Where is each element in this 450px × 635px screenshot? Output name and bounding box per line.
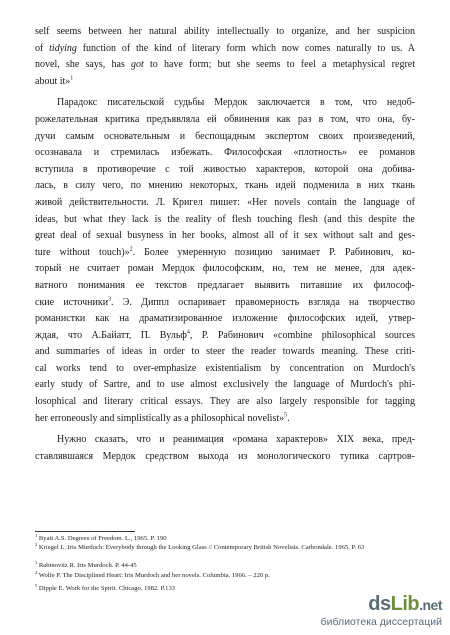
- dslib-logo: [368, 593, 442, 616]
- footnote-ref: 4: [186, 329, 190, 336]
- paragraph-quote-end: [35, 24, 415, 90]
- text-line: торый не считает роман Мердок философским, но, тем не менее, для адек-: [35, 263, 415, 275]
- logo-part: Lib: [390, 593, 420, 615]
- footnote-text: Rabinovitz R. Iris Murdoch. P. 44-45: [37, 562, 137, 569]
- text-line: живой действительности. Л. Кригел пишет: «Her novels contain the language of: [35, 196, 415, 208]
- watermark-subtitle: библиотека диссертаций: [320, 616, 442, 628]
- text-line: and summaries of ideas in order to steer the reader towards meaning. These criti-: [35, 346, 415, 358]
- text-run: about it»: [35, 75, 71, 87]
- dslib-watermark: [292, 593, 442, 629]
- footnote-text: Wolfe P. The Disciplined Heart: Iris Murdoch and her novels. Columbia. 1966. – 220 p.: [37, 572, 270, 579]
- text-line: лась, в силу чего, по мнению некоторых, ткань идей подменила в них ткань: [35, 180, 415, 192]
- footnote-ref: 3: [108, 296, 112, 303]
- footnote-number: 4: [35, 569, 38, 575]
- footnote: [35, 582, 365, 593]
- text-line: рожелательная критика предъявляла ей обвинения как раз в том, что она, бу-: [35, 113, 415, 125]
- footnote-ref: 2: [129, 246, 133, 253]
- text-line: great deal of sexual busyness in her books, almost all of it sex without salt and ges-: [35, 230, 415, 242]
- body-text: [35, 24, 415, 465]
- text-run: function of the kind of literary form which now comes naturally to us. A: [76, 42, 415, 54]
- text-line: early study of Sartre, and to use almost exclusively the language of Murdoch's phi-: [35, 379, 415, 391]
- text-line: losophical and literary critical essays. They are also largely responsible for tagging: [35, 396, 415, 408]
- text-run: of: [35, 42, 50, 54]
- text-run: . Более умеренную позицию занимает Р. Рабинович, ко-: [132, 246, 415, 258]
- text-run: novel, she says, has: [35, 59, 132, 71]
- text-run: her erroneously and simplistically as a philosophical novelist»: [35, 412, 285, 424]
- footnote: [35, 541, 365, 552]
- text-line: Парадокс писательской судьбы Мердок заключается в том, что недоб-: [57, 97, 415, 109]
- paragraph-murdoch-paradox: [35, 95, 415, 427]
- text-run: ждая, что А.Байатт, П. Вульф: [35, 329, 187, 341]
- text-line: ideas, but what they lack is the reality of flesh touching flesh (and this despite the: [35, 213, 415, 225]
- logo-part: .net: [419, 597, 442, 613]
- text-line: вступила в противоречие с той живостью характеров, которой она добива-: [35, 163, 415, 175]
- text-line: [35, 74, 415, 91]
- text-line: [35, 411, 415, 428]
- italic-word: got: [131, 59, 144, 71]
- text-line: ставлявшаяся Мердок средством выхода из монологического тупика сартров-: [35, 450, 415, 462]
- footnote: [35, 569, 365, 580]
- text-run: ture without touch)»: [35, 246, 130, 258]
- text-line: cal works tend to over-emphasize existentialism by concentration on Murdoch's: [35, 362, 415, 374]
- text-line: [35, 41, 415, 58]
- footnote-ref: 1: [70, 75, 74, 82]
- footnote-ref: 5: [284, 412, 288, 419]
- text-line: ватного понимания ее текстов предлагает выявить питавшие их философ-: [35, 279, 415, 291]
- footnote-number: 5: [35, 582, 38, 588]
- footnote-separator: [35, 531, 135, 532]
- footnote-text: Dipple E. Work for the Spirit. Chicago. 1982. P.133: [37, 585, 176, 592]
- text-line: [35, 57, 415, 74]
- text-line: романистки как на драматизированное изложение философских идей, утвер-: [35, 313, 415, 325]
- text-line: [35, 295, 415, 312]
- footnote-text: Byatt A.S. Degrees of Freedom. L., 1965. P. 190: [37, 535, 167, 542]
- text-run: to have form; but she seems to feel a metaphysical regret: [143, 59, 415, 71]
- text-line: Нужно сказать, что и реанимация «романа характеров» XIX века, пред-: [57, 434, 415, 446]
- text-line: дучи самым основательным и беспощадным экспертом своих произведений,: [35, 130, 415, 142]
- text-line: [35, 328, 415, 345]
- footnote-number: 3: [35, 559, 38, 565]
- footnote: [35, 559, 365, 570]
- text-run: , Р. Рабинович «combine philosophical sources: [189, 329, 415, 341]
- text-line: self seems between her natural ability intellectually to organize, and her suspicion: [35, 26, 415, 37]
- footnote-number: 1: [35, 532, 38, 538]
- text-run: ские источники: [35, 296, 109, 308]
- text-line: [35, 245, 415, 262]
- paragraph-character-novel: [35, 432, 415, 465]
- text-run: .: [287, 412, 290, 424]
- footnote-number: 2: [35, 541, 38, 547]
- italic-word: tidying: [49, 42, 77, 54]
- logo-part: ds: [368, 593, 391, 615]
- footnote-text: Kriegel L. Iris Murdoch: Everybody through the Looking Glass // Contemporary British Novelists. Carbondale. 1965. P. 63: [37, 544, 365, 551]
- text-run: . Э. Диппл оспаривает правомерность взгляда на творчество: [111, 296, 415, 308]
- text-line: осознавала и стремилась избежать. Философская «плотность» ее романов: [35, 147, 415, 159]
- footnote: [35, 532, 365, 543]
